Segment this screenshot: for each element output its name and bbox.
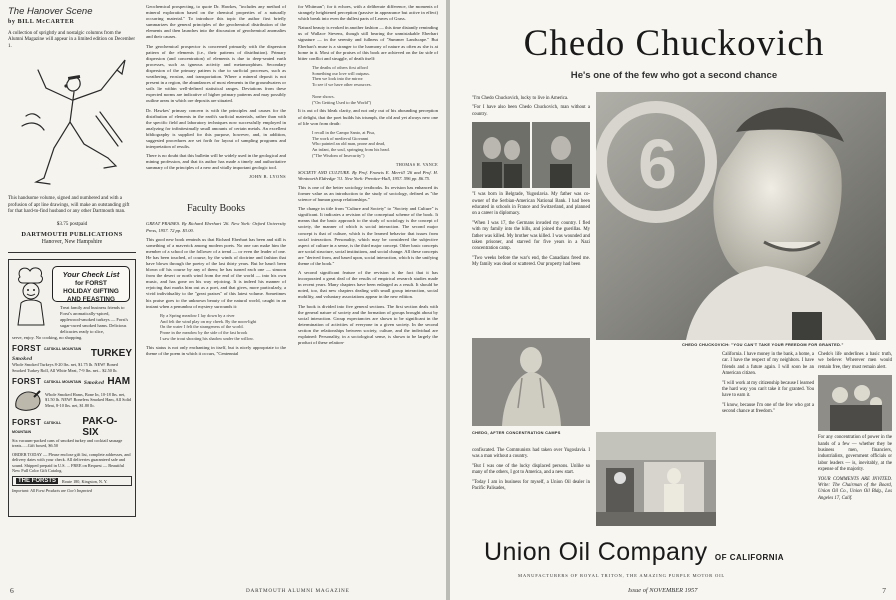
reviewer-signature: JOHN B. LYONS — [249, 174, 286, 180]
ad-price: $3.75 postpaid — [56, 221, 88, 228]
family-photo-spacer — [472, 122, 590, 188]
reviewer-signature: THOMAS H. VANCE — [395, 161, 438, 167]
running-head: DARTMOUTH ALUMNI MAGAZINE — [246, 588, 350, 594]
check-list-brand: for FORST — [75, 280, 107, 288]
check-list-banner — [52, 266, 130, 302]
paragraph: The geochemical prospector is concerned primarily with the dispersion pattern of the elements (i.e., their patterns of distribution). Primary dispersion (and concentration) of elements is due to deep-seated earth processes, such as igneous activity and metamorphism. Secondary dispersion of the primary pattern is due to surficial processes, such as weathering, erosion, and transportation. Where a mineral deposit is not present in a region, the abundances of most elements in the groundwaters or soils lie within well-defined statistical ranges. Deviations from these expected norms are indicative of higher primary patterns and may possibly outline areas in which ore deposits are situated. — [146, 43, 286, 104]
family-group-icon — [818, 375, 892, 431]
check-list-line-4: AND FEASTING — [67, 296, 115, 304]
story-column-3 — [722, 352, 814, 416]
company-name-main: Union Oil Company — [484, 538, 708, 566]
ham-title: HAM — [107, 376, 131, 388]
forst-intro-continued: serve, enjoy. No cooking, no shopping. — [12, 335, 83, 341]
paragraph: "I was born in Belgrade, Yugoslavia. My father was co-owner of the Serbian-American National Bank. I had been educated in schools in France and Switzerland, and planned on a career in diplomacy. — [472, 192, 590, 217]
gas-station-photo — [596, 432, 716, 526]
poem-excerpt: By a Spring meadow I lay down by a river And felt the wind play on my cheek. By the noon-light On the water I felt the strangeness of the world. Prone in the meadow by the side of the fast brook I saw the trout shooting his shadow under the willow. — [160, 312, 257, 341]
ad-title: The Hanover Scene — [8, 6, 93, 17]
ham-icon — [12, 387, 42, 413]
check-list-title: Your Check List — [62, 270, 120, 280]
paragraph: This is one of the better sociology textbooks. Its revision has enhanced its former value as an introduction to the study of sociology, defined as "the science of human group relationships." — [298, 184, 438, 203]
paragraph: The change in title from "Culture and Society" to "Society and Culture" is significant. It indicates a revision of the conceptual scheme of the book. It means that the basic approach to the study of sociology is the concept of society, the manner of which is social interaction. The second major concept is that of culture, which is the learned behavior that issues from social interaction. Personality, which may be considered the subjective aspect of culture in a sense, is the third major concept. Other basic concepts are social structure, social institutions, and social change. All these concepts are "derived from, and based upon, social interaction, which is the unifying theme of the book." — [298, 206, 438, 266]
ham-description: Whole Smoked Hams, Bone In, 10-18 lbs. net, $1.50 lb. NEW! Boneless Smoked Ham, All Solid Meat, 8-10 lbs. net, $1.80 lb. — [45, 391, 132, 408]
comments-invitation: YOUR COMMENTS ARE INVITED. Write: The Chairman of the Board, Union Oil Co., Union Oil Bldg., Los Angeles 17, Calif. — [818, 476, 892, 501]
forst-address: Route 180, Kingston, N. Y. — [62, 478, 108, 484]
paragraph: Chedo's life underlines a basic truth, we believe: Wherever men would remain free, they must remain alert. — [818, 352, 892, 370]
forst-intro: Treat family and business friends to Forst's aromatically-spiced, applewood-smoked turkeys — Forst's sugar-cured smoked hams. Delicious delicacies ready to slice, — [60, 305, 129, 334]
paragraph: "Today I am in business for myself, a Union Oil dealer in Pacific Palisades, — [472, 479, 590, 492]
company-name — [484, 538, 784, 567]
brand-script: Smoked — [83, 380, 105, 387]
divider — [8, 252, 136, 253]
paragraph: For any concentration of power in the hands of a few — whether they be business men, financiers, industrialists, government officials or labor leaders — is, inevitably, at the expense of the majority. — [818, 435, 892, 473]
hanover-scene-ad-column — [8, 6, 136, 517]
manufacturer-line: MANUFACTURERS OF ROYAL TRITON, THE AMAZING PURPLE MOTOR OIL — [518, 573, 726, 578]
forst-advertisement — [8, 259, 136, 517]
review-heading: GREAT PRAISES. By Richard Eberhart '26. New York: Oxford University Press, 1957. 72 pp. $3.00. — [146, 221, 286, 233]
paragraph: California. I have money in the bank, a home, a car. I have the respect of my neighbors. I have friends and a future again. I will soon be an American citizen. — [722, 352, 814, 377]
paragraph: There is no doubt that this bulletin will be widely used in the geological and mining profession, and that its author has made a timely and authoritative summary of the principles of a new and vitally important geologic tool. — [146, 153, 286, 171]
service-station-icon — [596, 432, 716, 526]
paragraph: It is out of this bleak clarity, and not only out of his abounding perception of delight, that the poet builds his triumph, the old and yet always new one of life won from death: — [298, 108, 438, 126]
inspection-note: Important: All Forst Products are Gov't Inspected — [12, 488, 93, 494]
book-review-column-2 — [146, 4, 286, 357]
turkey-title: TURKEY — [90, 347, 132, 359]
camp-photo — [472, 338, 590, 426]
page-number: 7 — [882, 586, 886, 595]
poem-excerpt: I recall in the Campo Santo, at Pisa, The work of medieval Giovanni Who painted an old man, prone and dead, An infant, the soul, springing from his head. ("The Wisdom of Insecurity") — [312, 129, 390, 158]
paragraph: "I know, because I'm one of the few who got a second chance at freedom." — [722, 402, 814, 415]
story-column-2 — [472, 448, 590, 492]
review-heading: SOCIETY AND CULTURE. By Prof. Francis E. Merrill '26 and Prof. H. Wentworth Eldredge '31. New York: Prentice-Hall, 1957. 596 pp. $6.75. — [298, 169, 438, 181]
svg-text:6: 6 — [638, 125, 677, 203]
ad-headline: Chedo Chuckovich — [523, 23, 825, 64]
brand-script: Smoked — [12, 356, 33, 363]
paragraph: "But I was one of the lucky displaced persons. Unlike so many of the others, I got to America, and a new start. — [472, 463, 590, 476]
right-page — [450, 0, 896, 600]
forst-brand: FORST — [12, 344, 42, 354]
paragraph: Dr. Hawkes' primary concern is with the principles and causes for the distribution of elements in the earth's surficial materials, rather than with the specific field and laboratory techniques now successfully employed in analyzing for infinitesimally small amounts of certain metals. An excellent bibliography is supplied for this purpose, however, and, in addition, suggested procedures are set forth for layout of sampling programs and interpretation of results. — [146, 107, 286, 150]
company-name-suffix: OF CALIFORNIA — [714, 553, 785, 562]
ad-blurb: A collection of sprightly and nostalgic columns from the Alumni Magazine will appear in a limited edition on December 1. — [8, 31, 136, 49]
camp-figure-icon — [472, 338, 590, 426]
story-column-1 — [472, 96, 590, 269]
turkey-description: Whole Smoked Turkeys 8-20 lbs. net, $1.75 lb. NEW! Boned Smoked Turkey Roll, All White Meat, 7-9 lbs. net... $2.50 lb. — [12, 362, 118, 373]
paragraph: "For I have also been Chedo Chuckovich, man without a country. — [472, 105, 590, 117]
forst-hero — [12, 263, 132, 333]
paksix-title: PAK-O-SIX — [82, 416, 118, 439]
paragraph: The book is divided into five general sections. The first section deals with the general nature of society and the formation of groups brought about by social interaction. Group expectancies are shown to be significant in the determination of activities of everyone in a given society. In the second section the relationships between society, culture, and the individual are explained: Personality, in a sociological sense, is shown to be largely the product of these relation- — [298, 303, 438, 346]
ad-publisher: DARTMOUTH PUBLICATIONS — [21, 231, 123, 239]
forst-footer-logo: THE FORSTS — [18, 478, 57, 485]
forst-brand: FORST — [12, 377, 42, 387]
turkey-product — [12, 344, 132, 373]
line-drawing-illustration — [8, 56, 136, 192]
paragraph: "I will work at my citizenship because I learned the hard way you can't take it for granted. You have to earn it. — [722, 380, 814, 399]
paksix-description: Six vacuum-packed cans of smoked turkey and cocktail sausage treats......Gift boxed, $6.50 — [12, 438, 123, 449]
paragraph: "Two weeks before the war's end, the Canadians freed me. My family was dead or scattered. Our property had been — [472, 255, 590, 268]
brand-subtitle: CATSKILL MOUNTAIN — [43, 379, 82, 384]
main-portrait-photo — [596, 92, 886, 340]
portrait-icon — [596, 92, 886, 340]
ad-publisher-location: Hanover, New Hampshire — [41, 239, 103, 246]
brand-subtitle: CATSKILL MOUNTAIN — [43, 347, 82, 352]
family-photo-small — [818, 375, 892, 431]
chef-illustration-icon — [12, 265, 50, 329]
left-page — [0, 0, 446, 600]
paragraph: This status is not only enchanting in itself, but is nicely appropriate to the theme of the poem in which it occurs, "Centennial — [146, 344, 286, 356]
ham-product — [12, 376, 132, 413]
ad-body: This handsome volume, signed and numbered and with a profusion of apt line drawings, will make an outstanding gift for that hard-to-find husband or any other Dartmouth man. — [8, 196, 130, 215]
issue-date: Issue of NOVEMBER 1957 — [628, 587, 698, 594]
paksix-product — [12, 416, 132, 449]
forst-footer — [12, 476, 132, 486]
forst-brand: FORST — [12, 418, 42, 428]
main-photo-caption: CHEDO CHUCKOVICH: "YOU CAN'T TAKE YOUR FREEDOM FOR GRANTED." — [682, 342, 844, 347]
paragraph: This good new book reminds us that Richard Eberhart has been and still is something of a maverick among modern poets. No one can make him the member of a school or the follower of a trend — or even the leader of one. He has been touched, of course, by the winds of doctrine and fashion that have blown through the poetry of the last thirty years. But he hasn't been blown off his course by any of them; he has turned each one — simoon from the desert or north wind from the end of the world — into his own music, and has gone on his way rejoicing. It is indeed his manner of rejoicing that marks him out as a poet, and that gives, more particularly, a vivid individuality to the "great praises" of this latest volume. Sometimes his praise goes to the unknown beauty of the natural world, caught in an instant when a penumbra of mystery surrounds it: — [146, 236, 286, 309]
ad-author: by BILL McCARTER — [8, 19, 75, 25]
paragraph: Geochemical prospecting, to quote Dr. Hawkes, "includes any method of mineral exploration based on the chemical properties of a naturally occurring material." To introduce this topic the author first briefly summarizes the general principles of the geochemical distribution of the elements and then launches into the discussion of geochemical anomalies and their causes. — [146, 4, 286, 40]
check-list-line-3: HOLIDAY GIFTING — [63, 288, 119, 296]
paragraph: confiscated. The Communists had taken over Yugoslavia. I was a man without a country. — [472, 448, 590, 460]
camp-photo-caption: CHEDO, AFTER CONCENTRATION CAMPS — [472, 430, 561, 435]
paragraph: A second significant feature of the revision is the fact that it has incorporated a great deal of the results of empirical research studies made in recent years. Many chapters have been enlarged as a result. It should be noted, too, that new chapters dealing with small group interaction, social mobility, and voluntary associations appear in the new edition. — [298, 270, 438, 300]
paragraph: "When I was 17, the Germans invaded my country. I fled with my family into the hills, and joined the guerillas. My father was killed. My brother was killed. I was wounded and taken prisoner, and starved for five years in a Nazi concentration camp. — [472, 220, 590, 252]
paragraph: "I'm Chedo Chuckovich, lucky to live in America. — [472, 96, 569, 101]
book-review-column-3 — [298, 4, 438, 346]
story-column-4 — [818, 352, 892, 502]
order-instructions: ORDER TODAY — Please enclose gift list, complete addresses, and delivery dates with your check. All deliveries guaranteed safe and sound. Shipped prepaid in U.S. ... FREE on Request — Beautiful New Full Color Gift Catalog. — [12, 451, 131, 474]
page-number: 6 — [10, 586, 14, 595]
brand-subtitle: CATSKILL MOUNTAIN — [12, 420, 62, 434]
sketch-figure-icon — [8, 56, 136, 192]
paragraph: Natural beauty is evoked in another fashion — this time distantly reminding us of Wallace Stevens, though still bearing the unmistakable Eberhart signature — in the serenity and fullness of "Summer Landscape." But Eberhart's muse is a stranger to the harmony of nature as often as she is at home in it. Most of the praises of this book are achieved on the far side of bitter conflict and struggle, of death itself: — [298, 25, 438, 61]
ad-subhead: He's one of the few who got a second chance — [570, 70, 778, 81]
section-title: Faculty Books — [186, 203, 246, 215]
poem-excerpt: The deaths of others first afford Something our love will outpass. Then we look into the mirror To see if we have other resources. None shows. ("On Getting Used to the World") — [312, 64, 372, 105]
paragraph: for Whitman"; for it echoes, with a deliberate difference, the moments of strangely heightened perception (passive in appearance but active in effect) which break into even the dullest parts of Leaves of Grass. — [298, 4, 438, 22]
family-photos-icon — [472, 122, 590, 188]
